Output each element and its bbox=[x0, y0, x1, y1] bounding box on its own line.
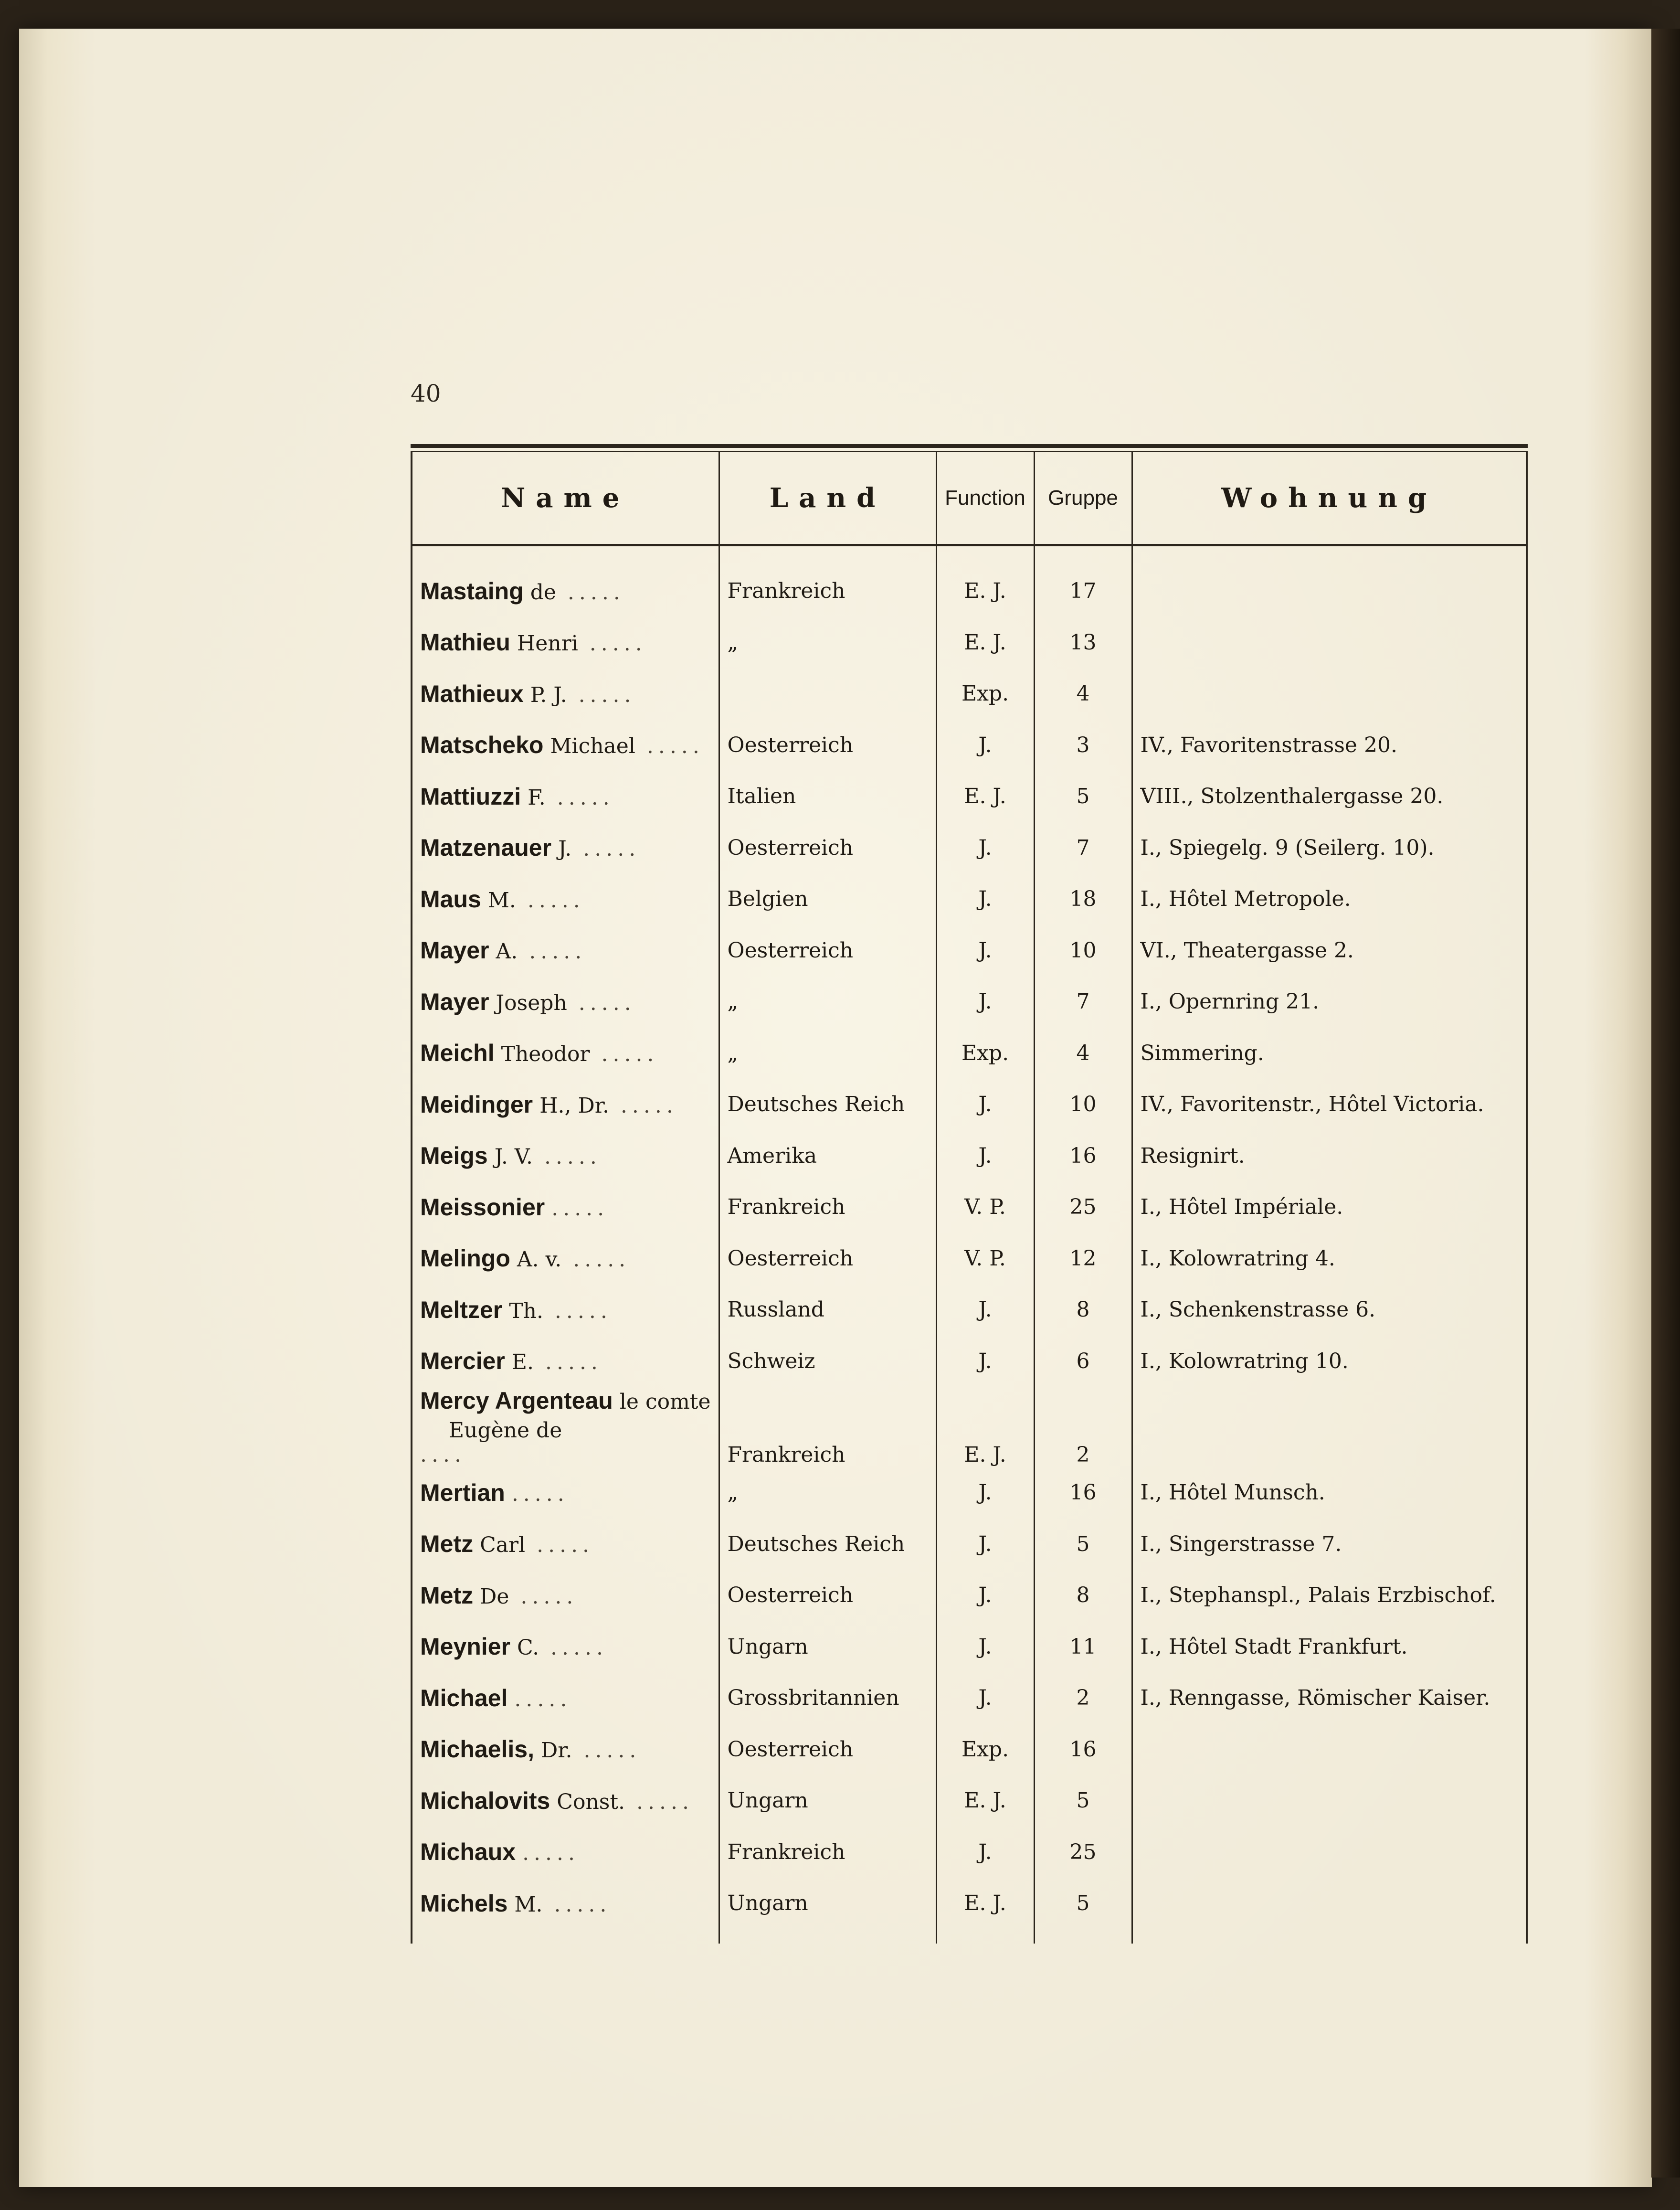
cell-function: E. J. bbox=[936, 617, 1034, 669]
given-name: Theodor bbox=[501, 1042, 590, 1067]
leader-dots: ..... bbox=[532, 1145, 602, 1169]
book-fore-edge bbox=[1651, 29, 1680, 2178]
cell-name bbox=[412, 1028, 719, 1079]
cell-gruppe: 13 bbox=[1034, 617, 1132, 669]
given-name: Carl bbox=[480, 1533, 526, 1558]
cell-land: Ungarn bbox=[719, 1775, 936, 1827]
surname: Meynier bbox=[420, 1633, 510, 1660]
table-row bbox=[412, 1028, 1527, 1079]
cell-name bbox=[412, 1724, 719, 1775]
cell-gruppe: 10 bbox=[1034, 1079, 1132, 1130]
cell-gruppe: 16 bbox=[1034, 1130, 1132, 1182]
cell-name bbox=[412, 1878, 719, 1944]
cell-land bbox=[719, 668, 936, 720]
leader-dots: ..... bbox=[578, 631, 647, 656]
cell-name bbox=[412, 925, 719, 977]
cell-gruppe: 8 bbox=[1034, 1284, 1132, 1336]
cell-name bbox=[412, 617, 719, 669]
cell-function: E. J. bbox=[936, 565, 1034, 617]
cell-wohnung: Resignirt. bbox=[1132, 1130, 1527, 1182]
cell-function: J. bbox=[936, 1336, 1034, 1387]
surname: Mathieux bbox=[420, 680, 524, 707]
leader-dots: .... bbox=[420, 1443, 466, 1467]
given-name: A. bbox=[496, 939, 518, 964]
cell-name bbox=[412, 1130, 719, 1182]
cell-gruppe: 7 bbox=[1034, 822, 1132, 874]
cell-wohnung: IV., Favoritenstr., Hôtel Victoria. bbox=[1132, 1079, 1527, 1130]
cell-land: Oesterreich bbox=[719, 1233, 936, 1285]
surname: Mercy Argenteau bbox=[420, 1387, 613, 1414]
surname: Mastaing bbox=[420, 577, 524, 605]
header-land: Land bbox=[719, 452, 936, 545]
surname: Maus bbox=[420, 885, 481, 913]
cell-name bbox=[412, 1467, 719, 1519]
cell-function: J. bbox=[936, 1827, 1034, 1878]
cell-wohnung: Simmering. bbox=[1132, 1028, 1527, 1079]
cell-gruppe: 8 bbox=[1034, 1570, 1132, 1621]
given-name: J. V. bbox=[494, 1145, 533, 1169]
cell-function: Exp. bbox=[936, 668, 1034, 720]
table-row bbox=[412, 1181, 1527, 1233]
table-row bbox=[412, 1079, 1527, 1130]
cell-gruppe: 4 bbox=[1034, 1028, 1132, 1079]
cell-gruppe: 16 bbox=[1034, 1724, 1132, 1775]
cell-name bbox=[412, 1336, 719, 1387]
cell-wohnung: I., Schenkenstrasse 6. bbox=[1132, 1284, 1527, 1336]
cell-gruppe: 17 bbox=[1034, 565, 1132, 617]
header-name: Name bbox=[412, 452, 719, 545]
table-row bbox=[412, 1336, 1527, 1387]
cell-name bbox=[412, 976, 719, 1028]
table-row bbox=[412, 1570, 1527, 1621]
cell-function: Exp. bbox=[936, 1028, 1034, 1079]
leader-dots: ..... bbox=[571, 837, 641, 861]
cell-gruppe: 2 bbox=[1034, 1387, 1132, 1467]
surname: Mattiuzzi bbox=[420, 783, 521, 810]
cell-name bbox=[412, 771, 719, 822]
cell-wohnung: I., Spiegelg. 9 (Seilerg. 10). bbox=[1132, 822, 1527, 874]
leader-dots: ..... bbox=[542, 1892, 612, 1917]
cell-gruppe: 12 bbox=[1034, 1233, 1132, 1285]
cell-name bbox=[412, 1672, 719, 1724]
cell-function: E. J. bbox=[936, 771, 1034, 822]
cell-land: Frankreich bbox=[719, 1181, 936, 1233]
table-row bbox=[412, 1519, 1527, 1570]
given-name: le comte bbox=[619, 1390, 711, 1414]
cell-function: Exp. bbox=[936, 1724, 1034, 1775]
leader-dots: ..... bbox=[556, 580, 625, 605]
cell-gruppe: 16 bbox=[1034, 1467, 1132, 1519]
cell-gruppe: 6 bbox=[1034, 1336, 1132, 1387]
surname: Michalovits bbox=[420, 1787, 550, 1814]
cell-function: E. J. bbox=[936, 1387, 1034, 1467]
cell-name bbox=[412, 1621, 719, 1673]
leader-dots: ..... bbox=[509, 1584, 578, 1609]
cell-wohnung bbox=[1132, 1878, 1527, 1944]
cell-land: „ bbox=[719, 1467, 936, 1519]
leader-dots: ..... bbox=[545, 785, 614, 810]
cell-land: Italien bbox=[719, 771, 936, 822]
leader-dots: ..... bbox=[518, 939, 587, 964]
given-name: De bbox=[480, 1584, 509, 1609]
table-row bbox=[412, 1724, 1527, 1775]
cell-wohnung: VI., Theatergasse 2. bbox=[1132, 925, 1527, 977]
cell-wohnung bbox=[1132, 617, 1527, 669]
table-row bbox=[412, 925, 1527, 977]
table-row bbox=[412, 873, 1527, 925]
cell-wohnung: I., Hôtel Munsch. bbox=[1132, 1467, 1527, 1519]
leader-dots: ..... bbox=[522, 1841, 580, 1866]
cell-land: Belgien bbox=[719, 873, 936, 925]
cell-land: Deutsches Reich bbox=[719, 1079, 936, 1130]
cell-gruppe: 3 bbox=[1034, 720, 1132, 771]
cell-land: „ bbox=[719, 617, 936, 669]
cell-wohnung: I., Hôtel Impériale. bbox=[1132, 1181, 1527, 1233]
cell-gruppe: 4 bbox=[1034, 668, 1132, 720]
leader-dots: ..... bbox=[590, 1042, 659, 1067]
leader-dots: ..... bbox=[609, 1093, 678, 1118]
given-name: H., Dr. bbox=[539, 1093, 609, 1118]
cell-land: „ bbox=[719, 1028, 936, 1079]
given-name: Const. bbox=[557, 1789, 625, 1814]
cell-name bbox=[412, 1233, 719, 1285]
cell-wohnung: I., Stephanspl., Palais Erzbischof. bbox=[1132, 1570, 1527, 1621]
surname: Michaelis, bbox=[420, 1736, 534, 1763]
cell-land: Frankreich bbox=[719, 1387, 936, 1467]
surname: Mayer bbox=[420, 988, 489, 1015]
cell-name bbox=[412, 822, 719, 874]
top-rule bbox=[411, 444, 1528, 448]
table-row bbox=[412, 771, 1527, 822]
cell-wohnung: I., Kolowratring 10. bbox=[1132, 1336, 1527, 1387]
cell-wohnung: VIII., Stolzenthalergasse 20. bbox=[1132, 771, 1527, 822]
cell-function: J. bbox=[936, 822, 1034, 874]
leader-dots: ..... bbox=[551, 1196, 609, 1221]
cell-name bbox=[412, 1387, 719, 1467]
table-row bbox=[412, 1233, 1527, 1285]
cell-function: E. J. bbox=[936, 1878, 1034, 1944]
given-name-line2: Eugène de bbox=[449, 1418, 562, 1443]
cell-function: V. P. bbox=[936, 1181, 1034, 1233]
cell-function: J. bbox=[936, 1467, 1034, 1519]
surname: Metz bbox=[420, 1582, 474, 1609]
surname: Mertian bbox=[420, 1479, 505, 1506]
cell-wohnung: I., Renngasse, Römischer Kaiser. bbox=[1132, 1672, 1527, 1724]
cell-name bbox=[412, 1519, 719, 1570]
cell-name bbox=[412, 1284, 719, 1336]
cell-land: Frankreich bbox=[719, 1827, 936, 1878]
page-number: 40 bbox=[411, 380, 441, 407]
table-row bbox=[412, 1387, 1527, 1467]
cell-function: J. bbox=[936, 1519, 1034, 1570]
cell-gruppe: 25 bbox=[1034, 1181, 1132, 1233]
cell-wohnung: I., Opernring 21. bbox=[1132, 976, 1527, 1028]
table-body bbox=[412, 545, 1527, 1944]
table-row bbox=[412, 668, 1527, 720]
given-name: Joseph bbox=[496, 990, 567, 1015]
table-row bbox=[412, 1827, 1527, 1878]
table-row bbox=[412, 1467, 1527, 1519]
cell-gruppe: 5 bbox=[1034, 1519, 1132, 1570]
given-name: A. v. bbox=[517, 1247, 562, 1272]
surname: Mercier bbox=[420, 1348, 505, 1375]
cell-name bbox=[412, 1570, 719, 1621]
given-name: Dr. bbox=[541, 1738, 572, 1763]
cell-function: J. bbox=[936, 925, 1034, 977]
leader-dots: ..... bbox=[625, 1789, 694, 1814]
given-name: de bbox=[530, 580, 556, 605]
table-row bbox=[412, 617, 1527, 669]
cell-wohnung: I., Singerstrasse 7. bbox=[1132, 1519, 1527, 1570]
cell-gruppe: 25 bbox=[1034, 1827, 1132, 1878]
cell-land: Oesterreich bbox=[719, 925, 936, 977]
cell-function: J. bbox=[936, 1621, 1034, 1673]
leader-dots: ..... bbox=[572, 1738, 641, 1763]
surname: Meissonier bbox=[420, 1193, 545, 1221]
cell-land: Schweiz bbox=[719, 1336, 936, 1387]
cell-gruppe: 18 bbox=[1034, 873, 1132, 925]
cell-gruppe: 10 bbox=[1034, 925, 1132, 977]
cell-name bbox=[412, 720, 719, 771]
table-row bbox=[412, 1775, 1527, 1827]
surname: Meltzer bbox=[420, 1296, 503, 1323]
cell-function: J. bbox=[936, 1570, 1034, 1621]
cell-land: Oesterreich bbox=[719, 1724, 936, 1775]
cell-function: V. P. bbox=[936, 1233, 1034, 1285]
given-name: E. bbox=[511, 1350, 534, 1375]
leader-dots: ..... bbox=[635, 734, 704, 759]
cell-function: J. bbox=[936, 720, 1034, 771]
leader-dots: ..... bbox=[539, 1636, 608, 1660]
cell-wohnung: I., Hôtel Metropole. bbox=[1132, 873, 1527, 925]
surname: Mayer bbox=[420, 937, 489, 964]
cell-gruppe: 5 bbox=[1034, 1878, 1132, 1944]
cell-wohnung: I., Hôtel Stadt Frankfurt. bbox=[1132, 1621, 1527, 1673]
cell-name bbox=[412, 565, 719, 617]
cell-land: „ bbox=[719, 976, 936, 1028]
leader-dots: ..... bbox=[567, 990, 636, 1015]
given-name: P. J. bbox=[530, 682, 567, 707]
surname: Michael bbox=[420, 1684, 508, 1711]
cell-function: J. bbox=[936, 873, 1034, 925]
given-name: Henri bbox=[517, 631, 578, 656]
cell-name bbox=[412, 1079, 719, 1130]
cell-gruppe: 11 bbox=[1034, 1621, 1132, 1673]
leader-dots: ..... bbox=[514, 1687, 572, 1711]
cell-wohnung bbox=[1132, 668, 1527, 720]
surname: Melingo bbox=[420, 1245, 510, 1272]
cell-name bbox=[412, 873, 719, 925]
cell-gruppe: 7 bbox=[1034, 976, 1132, 1028]
given-name: M. bbox=[514, 1892, 543, 1917]
cell-land: Deutsches Reich bbox=[719, 1519, 936, 1570]
table-row bbox=[412, 1878, 1527, 1944]
cell-wohnung bbox=[1132, 565, 1527, 617]
cell-wohnung bbox=[1132, 1724, 1527, 1775]
cell-land: Ungarn bbox=[719, 1878, 936, 1944]
leader-dots: ..... bbox=[561, 1247, 631, 1272]
cell-land: Frankreich bbox=[719, 565, 936, 617]
leader-dots: ..... bbox=[567, 682, 636, 707]
given-name: J. bbox=[558, 837, 572, 861]
given-name: M. bbox=[487, 888, 516, 913]
given-name: F. bbox=[528, 785, 546, 810]
cell-name bbox=[412, 1181, 719, 1233]
cell-land: Amerika bbox=[719, 1130, 936, 1182]
surname: Metz bbox=[420, 1530, 474, 1558]
header-gruppe: Gruppe bbox=[1034, 452, 1132, 545]
given-name: Th. bbox=[509, 1298, 543, 1323]
cell-land: Ungarn bbox=[719, 1621, 936, 1673]
cell-land: Oesterreich bbox=[719, 822, 936, 874]
surname: Matzenauer bbox=[420, 834, 552, 861]
surname: Meigs bbox=[420, 1142, 488, 1169]
directory-table-wrap bbox=[411, 444, 1528, 1944]
given-name: C. bbox=[517, 1636, 539, 1660]
cell-name bbox=[412, 1827, 719, 1878]
header-function: Function bbox=[936, 452, 1034, 545]
cell-wohnung bbox=[1132, 1827, 1527, 1878]
surname: Meichl bbox=[420, 1040, 495, 1067]
header-row bbox=[412, 452, 1527, 545]
book-page bbox=[19, 29, 1652, 2187]
table-row bbox=[412, 822, 1527, 874]
table-row bbox=[412, 1621, 1527, 1673]
cell-land: Grossbritannien bbox=[719, 1672, 936, 1724]
surname: Meidinger bbox=[420, 1091, 533, 1118]
cell-wohnung: I., Kolowratring 4. bbox=[1132, 1233, 1527, 1285]
cell-land: Oesterreich bbox=[719, 720, 936, 771]
cell-function: J. bbox=[936, 1284, 1034, 1336]
leader-dots: ..... bbox=[543, 1298, 612, 1323]
cell-land: Russland bbox=[719, 1284, 936, 1336]
surname: Mathieu bbox=[420, 629, 510, 656]
cell-gruppe: 5 bbox=[1034, 1775, 1132, 1827]
table-row bbox=[412, 1284, 1527, 1336]
leader-dots: ..... bbox=[525, 1533, 594, 1558]
cell-wohnung bbox=[1132, 1387, 1527, 1467]
cell-function: E. J. bbox=[936, 1775, 1034, 1827]
leader-dots: ..... bbox=[511, 1481, 569, 1506]
cell-function: J. bbox=[936, 1672, 1034, 1724]
cell-name bbox=[412, 1775, 719, 1827]
surname: Matscheko bbox=[420, 732, 544, 759]
leader-dots: ..... bbox=[516, 888, 585, 913]
directory-table bbox=[411, 452, 1528, 1944]
table-row bbox=[412, 565, 1527, 617]
cell-function: J. bbox=[936, 1130, 1034, 1182]
cell-land: Oesterreich bbox=[719, 1570, 936, 1621]
table-row bbox=[412, 1130, 1527, 1182]
cell-name bbox=[412, 668, 719, 720]
spacer-row bbox=[412, 545, 1527, 566]
cell-wohnung bbox=[1132, 1775, 1527, 1827]
header-wohnung: Wohnung bbox=[1132, 452, 1527, 545]
table-row bbox=[412, 976, 1527, 1028]
leader-dots: ..... bbox=[534, 1350, 602, 1375]
cell-gruppe: 5 bbox=[1034, 771, 1132, 822]
table-row bbox=[412, 1672, 1527, 1724]
cell-wohnung: IV., Favoritenstrasse 20. bbox=[1132, 720, 1527, 771]
cell-function: J. bbox=[936, 1079, 1034, 1130]
table-row bbox=[412, 720, 1527, 771]
given-name: Michael bbox=[550, 734, 635, 759]
surname: Michels bbox=[420, 1890, 508, 1917]
cell-function: J. bbox=[936, 976, 1034, 1028]
surname: Michaux bbox=[420, 1838, 516, 1866]
cell-gruppe: 2 bbox=[1034, 1672, 1132, 1724]
